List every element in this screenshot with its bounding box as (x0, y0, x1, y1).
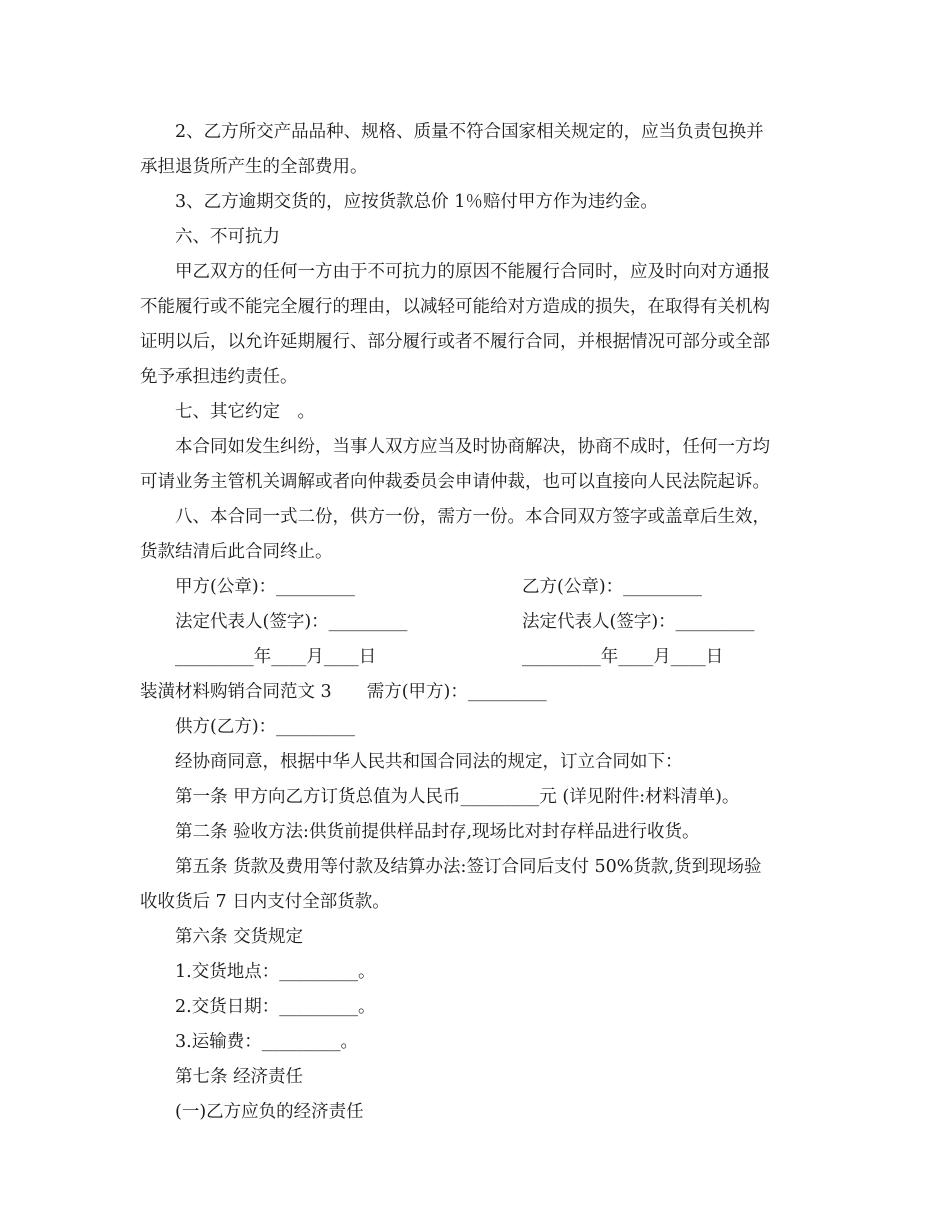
clause-2-line-1: 2、乙方所交产品品种、规格、质量不符合国家相关规定的，应当负责包换并 (175, 122, 764, 142)
dispute-line-2: 可请业务主管机关调解或者向仲裁委员会申请仲裁，也可以直接向人民法院起诉。 (140, 472, 770, 492)
party-b-date: _________年____月____日 (522, 647, 724, 667)
article-6-heading: 第六条 交货规定 (175, 927, 304, 947)
delivery-date: 2.交货日期：_________。 (175, 997, 376, 1017)
article-7-heading: 第七条 经济责任 (175, 1067, 304, 1087)
party-b-representative: 法定代表人(签字)：_________ (522, 612, 755, 632)
article-1: 第一条 甲方向乙方订货总值为人民币_________元 (详见附件:材料清单)。 (175, 787, 740, 807)
second-contract-title: 装潢材料购销合同范文 3 需方(甲方)：_________ (140, 682, 547, 702)
heading-force-majeure: 六、不可抗力 (175, 227, 280, 247)
copies-line-2: 货款结清后此合同终止。 (140, 542, 333, 562)
article-2: 第二条 验收方法:供货前提供样品封存,现场比对封存样品进行收货。 (175, 822, 700, 842)
delivery-location: 1.交货地点：_________。 (175, 962, 376, 982)
clause-2-line-2: 承担退货所产生的全部费用。 (140, 157, 368, 177)
heading-other-terms: 七、其它约定 。 (175, 402, 315, 422)
force-majeure-line-2: 不能履行或不能完全履行的理由，以减轻可能给对方造成的损失，在取得有关机构 (140, 297, 770, 317)
clause-3: 3、乙方逾期交货的，应按货款总价 1％赔付甲方作为违约金。 (175, 192, 658, 212)
force-majeure-line-4: 免予承担违约责任。 (140, 367, 298, 387)
party-b-seal: 乙方(公章)：_________ (522, 577, 702, 597)
force-majeure-line-3: 证明以后，以允许延期履行、部分履行或者不履行合同，并根据情况可部分或全部 (140, 332, 770, 352)
copies-line-1: 八、本合同一式二份，供方一份，需方一份。本合同双方签字或盖章后生效， (175, 507, 770, 527)
party-b-responsibility: (一)乙方应负的经济责任 (175, 1102, 364, 1122)
supplier-line: 供方(乙方)：_________ (175, 717, 355, 737)
transport-fee: 3.运输费：_________。 (175, 1032, 358, 1052)
party-a-seal: 甲方(公章)：_________ (175, 577, 355, 597)
article-5-line-2: 收收货后 7 日内支付全部货款。 (140, 892, 390, 912)
party-a-date: _________年____月____日 (175, 647, 377, 667)
party-a-representative: 法定代表人(签字)：_________ (175, 612, 408, 632)
article-5-line-1: 第五条 货款及费用等付款及结算办法:签订合同后支付 50%货款,货到现场验 (175, 857, 762, 877)
agreement-intro: 经协商同意，根据中华人民共和国合同法的规定，订立合同如下： (175, 752, 683, 772)
dispute-line-1: 本合同如发生纠纷，当事人双方应当及时协商解决，协商不成时，任何一方均 (175, 437, 770, 457)
force-majeure-line-1: 甲乙双方的任何一方由于不可抗力的原因不能履行合同时，应及时向对方通报 (175, 262, 770, 282)
